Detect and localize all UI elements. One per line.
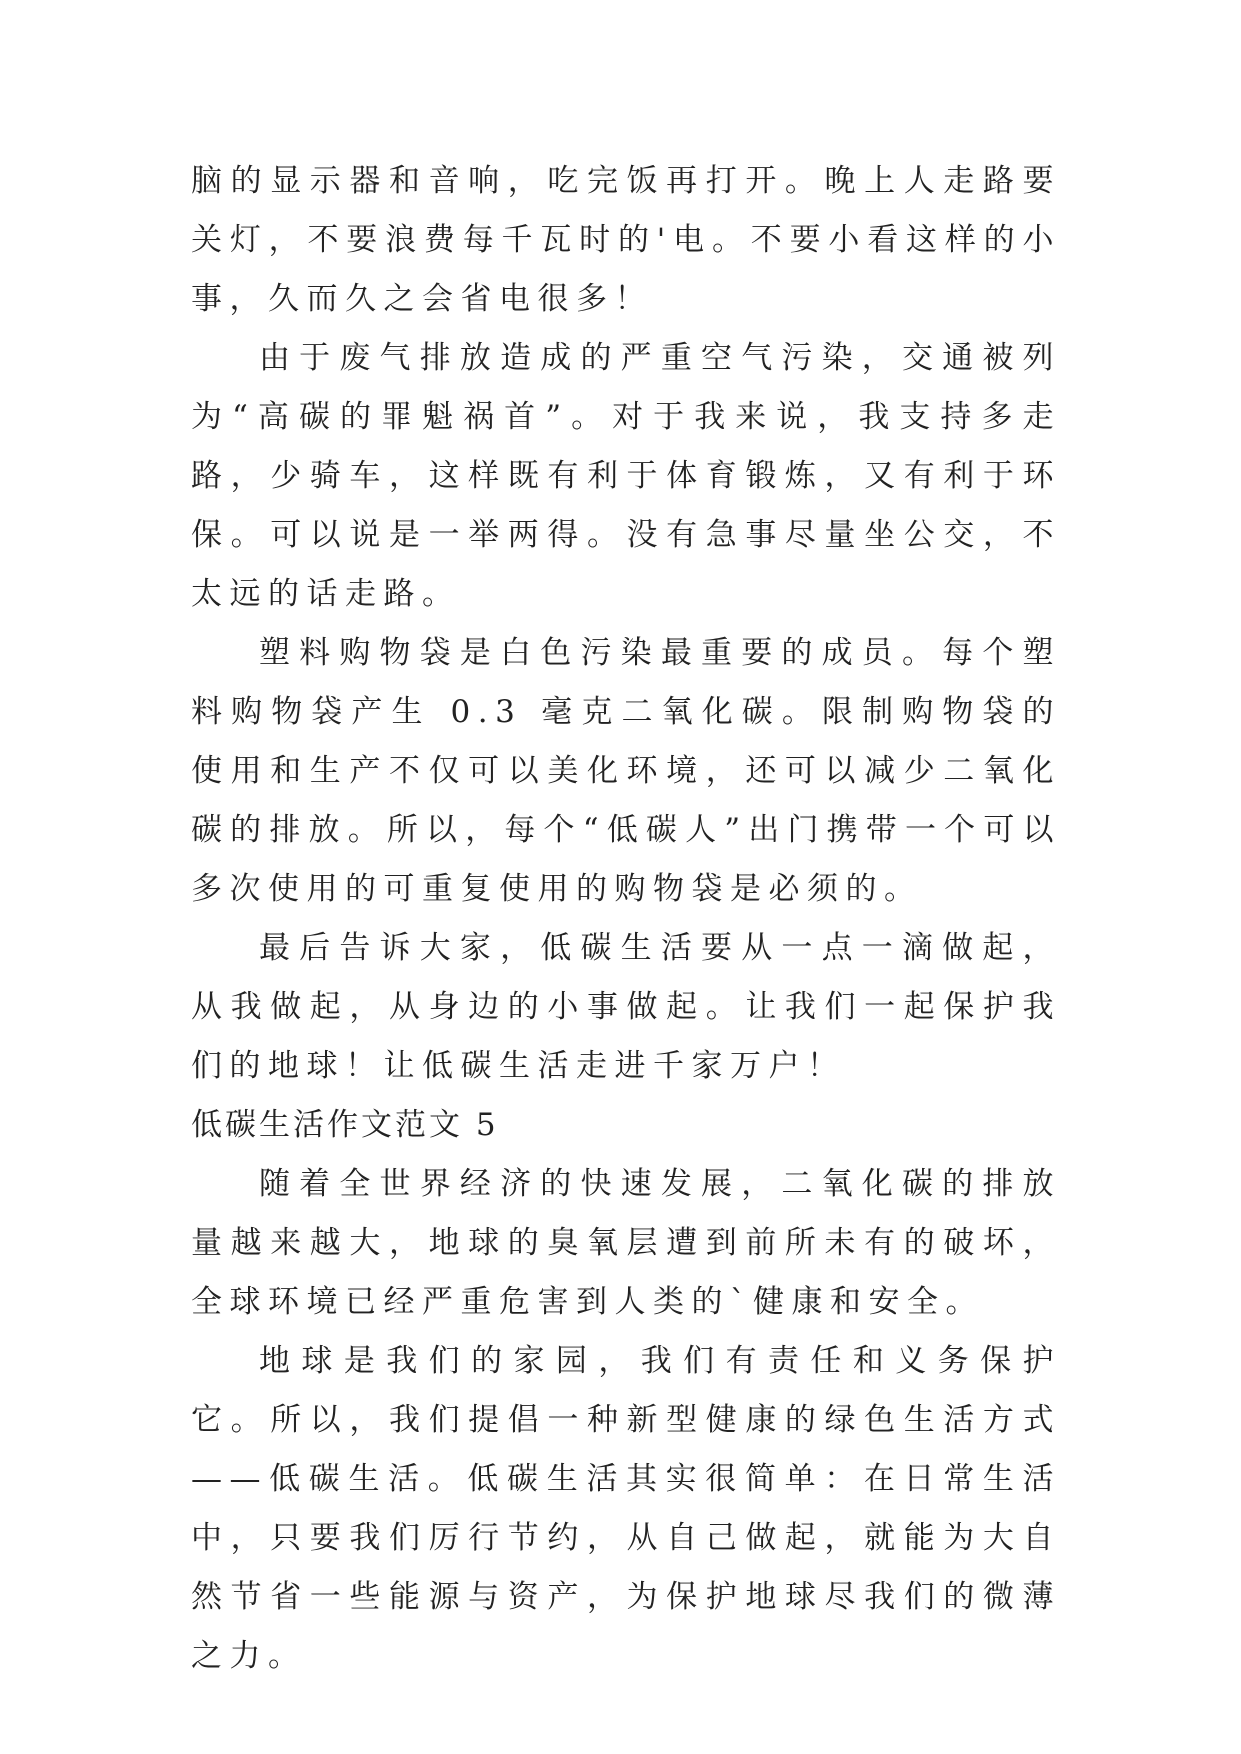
document-body (191, 152, 1061, 1686)
section-heading: 低碳生活作文范文 5 (191, 1107, 499, 1143)
paragraph-transport: 由于废气排放造成的严重空气污染，交通被列为“高碳的罪魁祸首”。对于我来说，我支持多走路，少骑车，这样既有利于体育锻炼，又有利于环保。可以说是一举两得。没有急事尽量坐公交，不太远的话走路。 (191, 340, 1061, 612)
paragraph-continuation: 脑的显示器和音响，吃完饭再打开。晚上人走路要关灯，不要浪费每千瓦时的'电。不要小看这样的小事，久而久之会省电很多！ (191, 163, 1061, 317)
paragraph-plastic-bags: 塑料购物袋是白色污染最重要的成员。每个塑料购物袋产生 0.3 毫克二氧化碳。限制购物袋的使用和生产不仅可以美化环境，还可以减少二氧化碳的排放。所以，每个“低碳人”出门携带一个可以多次使用的可重复使用的购物袋是必须的。 (191, 635, 1061, 907)
paragraph-conclusion: 最后告诉大家，低碳生活要从一点一滴做起，从我做起，从身边的小事做起。让我们一起保护我们的地球！让低碳生活走进千家万户！ (191, 930, 1061, 1084)
paragraph-intro: 随着全世界经济的快速发展，二氧化碳的排放量越来越大，地球的臭氧层遭到前所未有的破坏，全球环境已经严重危害到人类的`健康和安全。 (191, 1166, 1061, 1320)
paragraph-earth-home: 地球是我们的家园，我们有责任和义务保护它。所以，我们提倡一种新型健康的绿色生活方式——低碳生活。低碳生活其实很简单：在日常生活中，只要我们厉行节约，从自己做起，就能为大自然节省一些能源与资产，为保护地球尽我们的微薄之力。 (191, 1343, 1061, 1674)
